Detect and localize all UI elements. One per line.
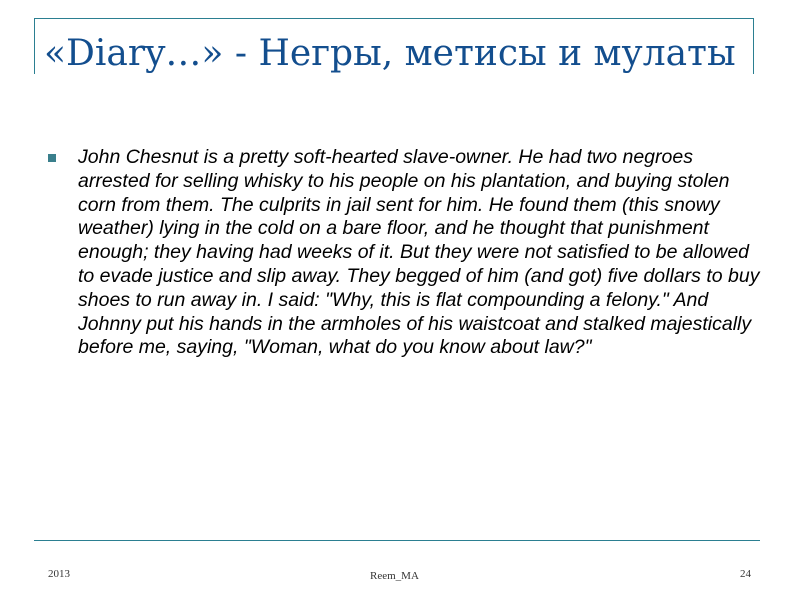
slide-title: «Diary…» - Негры, метисы и мулаты (44, 33, 736, 74)
title-frame-top-line (34, 18, 754, 19)
footer-divider-line (34, 540, 760, 541)
footer-author: Reem_MA (370, 570, 419, 582)
bullet-square-icon (48, 154, 56, 162)
footer-date: 2013 (48, 568, 70, 580)
slide-body-text: John Chesnut is a pretty soft-hearted slave-owner. He had two negroes arrested for selling whisky to his people on his plantation, and buying stolen corn from them. The culprits in jail sent for him. He found them (this snowy weather) lying in the cold on a bare floor, and he thought that punishment enough; they having had weeks of it. But they were not satisfied to be allowed to evade justice and slip away. They begged of him (and got) five dollars to buy shoes to run away in. I said: "Why, this is flat compounding a felony." And Johnny put his hands in the armholes of his waistcoat and stalked majestically before me, saying, "Woman, what do you know about law?" (78, 146, 760, 359)
title-frame-left-line (34, 18, 35, 74)
footer-page-number: 24 (740, 568, 751, 580)
